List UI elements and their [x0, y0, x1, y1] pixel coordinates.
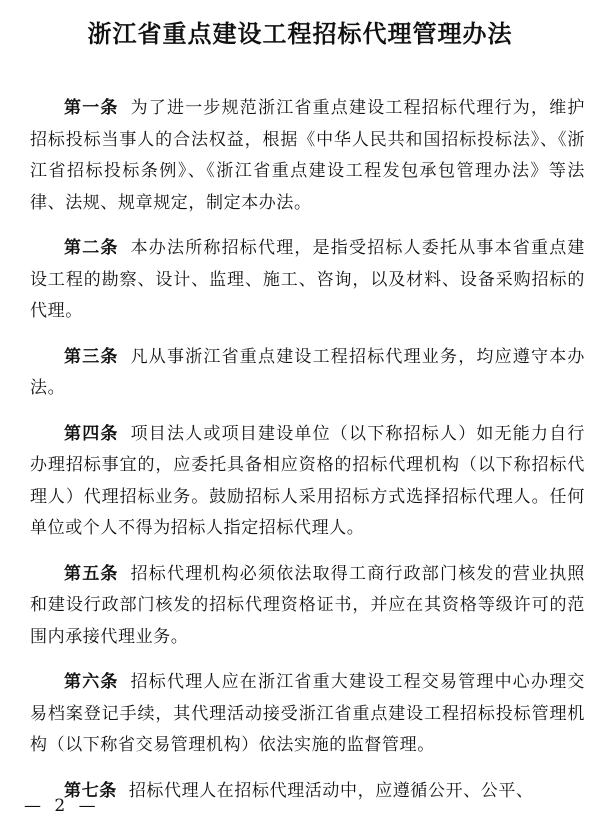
article-6: [30, 667, 585, 762]
article-text: 招标代理人应在浙江省重大建设工程交易管理中心办理交易档案登记手续，其代理活动接受浙江省重点建设工程招标投标管理机构（以下称省交易管理机构）依法实施的监督管理。: [30, 672, 585, 755]
article-5: [30, 559, 585, 654]
article-text: 招标代理人在招标代理活动中，应遵循公开、公平、: [128, 780, 534, 801]
document-title: 浙江省重点建设工程招标代理管理办法: [87, 20, 513, 48]
article-7: [30, 776, 585, 808]
article-number: 第二条: [64, 238, 119, 258]
page-number: — 2 —: [24, 796, 100, 816]
article-text: 项目法人或项目建设单位（以下称招标人）如无能力自行办理招标事宜的，应委托具备相应资格的招标代理机构（以下称招标代理人）代理招标业务。鼓励招标人采用招标方式选择招标代理人。任何单位或个人不得为招标人指定招标代理人。: [30, 423, 585, 538]
article-4: [30, 419, 585, 545]
article-3: [30, 342, 585, 405]
article-number: 第六条: [64, 672, 119, 692]
article-number: 第一条: [64, 98, 119, 118]
article-text: 招标代理机构必须依法取得工商行政部门核发的营业执照和建设行政部门核发的招标代理资格证书，并应在其资格等级许可的范围内承接代理业务。: [30, 563, 585, 647]
article-number: 第三条: [64, 346, 119, 367]
article-number: 第七条: [64, 780, 117, 801]
article-text: 本办法所称招标代理，是指受招标人委托从事本省重点建设工程的勘察、设计、监理、施工、咨询，以及材料、设备采购招标的代理。: [30, 238, 585, 321]
articles-body: [30, 93, 585, 821]
article-text: 为了进一步规范浙江省重点建设工程招标代理行为，维护招标投标当事人的合法权益，根据《中华人民共和国招标投标法》、《浙江省招标投标条例》、《浙江省重点建设工程发包承包管理办法》等法律、法规、规章规定，制定本办法。: [30, 98, 585, 213]
article-number: 第五条: [64, 563, 119, 584]
article-text: 凡从事浙江省重点建设工程招标代理业务，均应遵守本办法。: [30, 346, 585, 398]
article-number: 第四条: [64, 423, 119, 444]
article-1: [30, 93, 585, 219]
article-2: [30, 233, 585, 328]
